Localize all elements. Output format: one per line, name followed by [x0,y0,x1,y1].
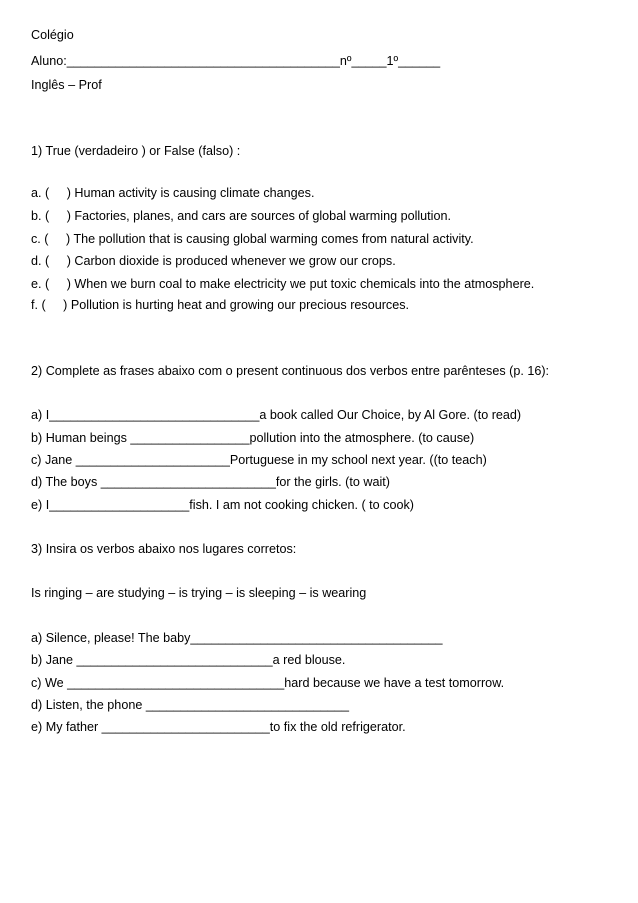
q3-item-b: b) Jane ____________________________a red blouse. [31,653,346,667]
q1-item-f: f. ( ) Pollution is hurting heat and growing our precious resources. [31,298,410,312]
q2-item-c: c) Jane ______________________Portuguese in my school next year. ((to teach) [31,453,487,467]
q3-verb-options: Is ringing – are studying – is trying – is sleeping – is wearing [31,586,367,600]
q2-item-a: a) I______________________________a book called Our Choice, by Al Gore. (to read) [31,408,522,422]
question-2-title: 2) Complete as frases abaixo com o present continuous dos verbos entre parênteses (p. 16): [31,364,550,378]
q1-item-c: c. ( ) The pollution that is causing global warming comes from natural activity. [31,232,474,246]
q2-item-e: e) I____________________fish. I am not cooking chicken. ( to cook) [31,498,414,512]
q1-item-b: b. ( ) Factories, planes, and cars are sources of global warming pollution. [31,209,451,223]
q3-item-d: d) Listen, the phone _____________________________ [31,698,349,712]
subject-label: Inglês – Prof [31,78,102,92]
question-3-title: 3) Insira os verbos abaixo nos lugares corretos: [31,542,297,556]
student-line: Aluno:_______________________________________nº_____1º______ [31,54,441,68]
q2-item-d: d) The boys _________________________for the girls. (to wait) [31,475,390,489]
q1-item-a: a. ( ) Human activity is causing climate changes. [31,186,315,200]
q1-item-e: e. ( ) When we burn coal to make electricity we put toxic chemicals into the atmosphere. [31,277,535,291]
q3-item-c: c) We _______________________________hard because we have a test tomorrow. [31,676,505,690]
q3-item-a: a) Silence, please! The baby____________________________________ [31,631,443,645]
q1-item-d: d. ( ) Carbon dioxide is produced whenever we grow our crops. [31,254,396,268]
question-1-title: 1) True (verdadeiro ) or False (falso) : [31,144,241,158]
q2-item-b: b) Human beings _________________pollution into the atmosphere. (to cause) [31,431,475,445]
school-label: Colégio [31,28,74,42]
q3-item-e: e) My father ________________________to fix the old refrigerator. [31,720,406,734]
